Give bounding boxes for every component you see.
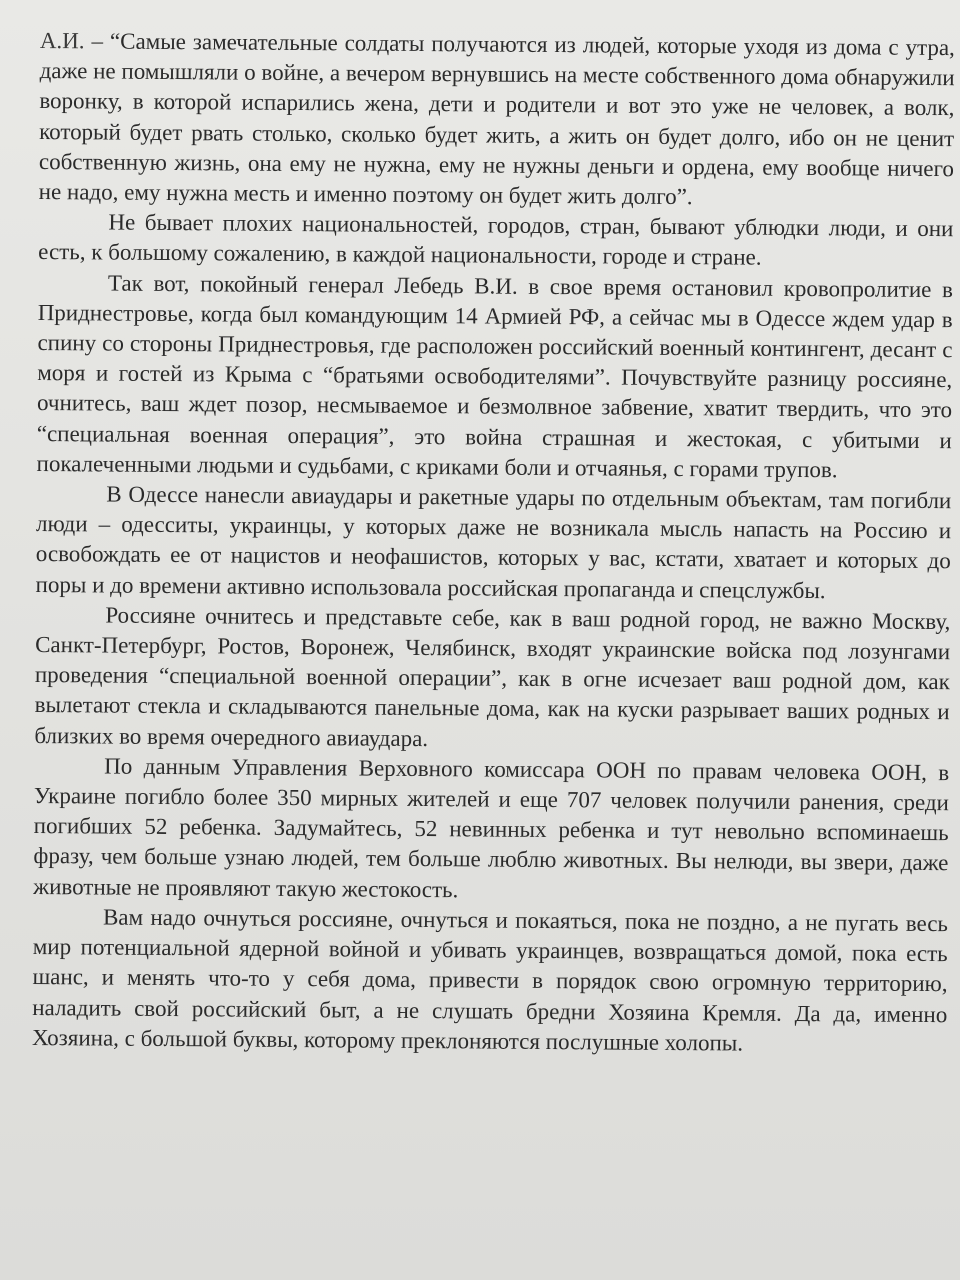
paragraph: Так вот, покойный генерал Лебедь В.И. в свое время остановил кровопролитие в Приднестровье, когда был командующим 14 Армией РФ, а сейчас мы в Одессе ждем удар в спину со стороны Приднестровья, где расположен российский военный контингент, десант с моря и гостей из Крыма с “братьями освободителями”. Почувствуйте разницу россияне, очнитесь, ваш ждет позор, несмываемое и безмолвное забвение, хватит твердить, что это “специальная военная операция”, это война страшная и жестокая, с убитыми и покалеченными людьми и судьбами, с криками боли и отчаянья, с горами трупов. — [36, 270, 954, 483]
speaker-initials: А.И. — [39, 27, 85, 54]
paragraph: В Одессе нанесли авиаудары и ракетные удары по отдельным объектам, там погибли люди – одесситы, украинцы, у которых даже не возникала мысль напасть на Россию и освобождать ее от нацистов и неофашистов, которых у вас, кстати, хватает и которых до поры и до времени активно использовала российская пропаганда и спецслужбы. — [35, 481, 952, 603]
document-body — [32, 26, 955, 1060]
quote-text: – “Самые замечательные солдаты получаются из людей, которые уходя из дома с утра, даже не помышляли о войне, а вечером вернувшись на месте собственного дома обнаружили воронку, в которой испарились жена, дети и родители и вот это уже не человек, а волк, который будет рвать столько, сколько будет жить, а жить он будет долго, ибо он не ценит собственную жизнь, она ему не нужна, ему не нужны деньги и ордена, ему вообще ничего не надо, ему нужна месть и именно поэтому он будет жить долго”. — [38, 28, 955, 210]
paragraph: Вам надо очнуться россияне, очнуться и покаяться, пока не поздно, а не пугать весь мир потенциальной ядерной войной и убивать украинцев, возвращаться домой, пока есть шанс, и менять что-то у себя дома, привести в порядок свою огромную территорию, наладить свой российский быт, а не слушать бредни Хозяина Кремля. Да да, именно Хозяина, с большой буквы, которому преклоняются послушные холопы. — [31, 904, 949, 1056]
paragraph-quote — [39, 26, 955, 214]
paragraph: Россияне очнитесь и представьте себе, как в ваш родной город, не важно Москву, Санкт-Петербург, Ростов, Воронеж, Челябинск, входят украинские войска под лозунгами проведения “специальной военной операции”, как в огне исчезает ваш родной дом, как вылетают стекла и складываются панельные дома, как на куски разрывает ваших родных и близких во время очередного авиаудара. — [34, 602, 951, 751]
paragraph: Не бывает плохих национальностей, городов, стран, бывают ублюдки люди, и они есть, к большому сожалению, в каждой национальности, городе и стране. — [38, 209, 954, 271]
paragraph: По данным Управления Верховного комиссара ООН по правам человека ООН, в Украине погибло более 350 мирных жителей и еще 707 человек получили ранения, среди погибших 52 ребенка. Задумайтесь, 52 невинных ребенка и тут невольно вспоминаешь фразу, чем больше узнаю людей, тем больше люблю животных. Вы нелюди, вы звери, даже животные не проявляют такую жестокость. — [33, 753, 950, 902]
